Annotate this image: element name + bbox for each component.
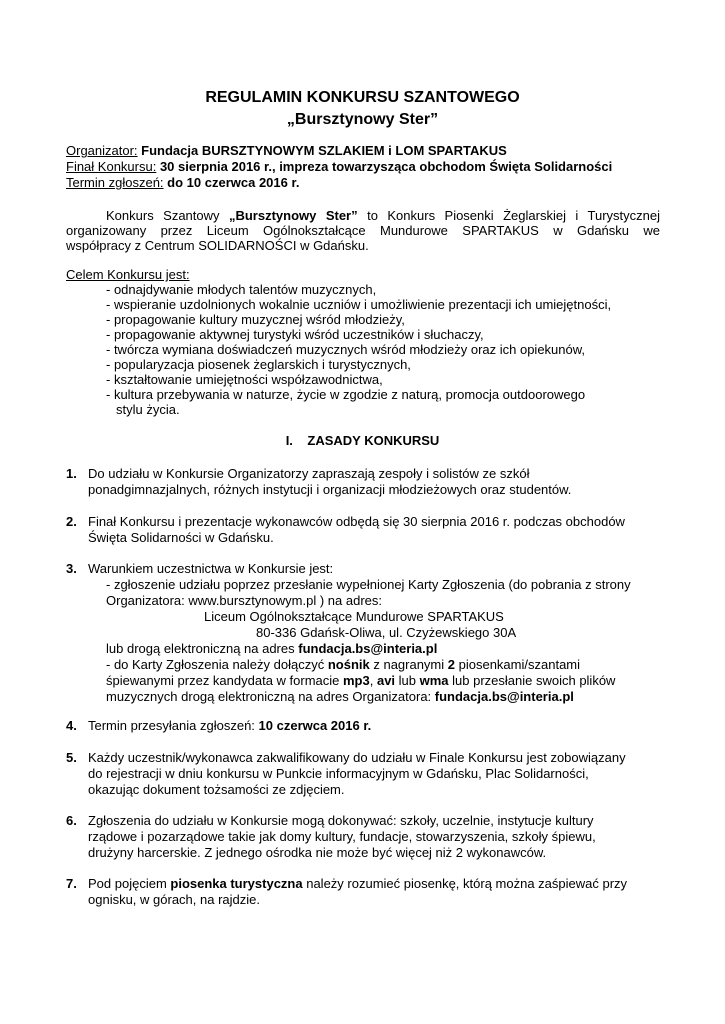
intro-text-c: to Konkurs Piosenki Żeglarskiej i Turystycznej [357,208,661,223]
rule-number: 6. [66,813,77,828]
rule-6-line-2: rządowe i pozarządowe takie jak domy kultury, fundacje, stowarzyszenia, szkoły śpiewu, [88,829,596,844]
goal-item: - propagowanie kultury muzycznej wśród młodzieży, [106,312,405,327]
goal-item: - odnajdywanie młodych talentów muzycznych, [106,282,377,297]
goal-item: - wspieranie uzdolnionych wokalnie uczniów i umożliwienie prezentacji ich umiejętności, [106,297,612,312]
email-link[interactable]: fundacja.bs@interia.pl [298,641,438,656]
goal-item: - kształtowanie umiejętności współzawodnictwa, [106,372,383,387]
goal-item: - twórcza wymiana doświadczeń muzycznych wśród młodzieży oraz ich opiekunów, [106,342,586,357]
rule-number: 4. [66,718,77,733]
rule-5-line-3: okazując dokument tożsamości ze zdjęciem. [88,782,345,797]
format-avi: avi [376,673,396,688]
goal-item: - kultura przebywania w naturze, życie w zgodzie z naturą, promocja outdoorowego [106,387,586,402]
rule-number: 7. [66,876,77,891]
rule-3-line-3: Organizatora: www.bursztynowym.pl ) na adres: [106,593,382,608]
rule-3-bold: nośnik [327,657,370,672]
rule-3-line-1: Warunkiem uczestnictwa w Konkursie jest: [88,561,334,576]
rule-number: 1. [66,466,77,481]
rule-3-line-7 [106,657,580,673]
final-line [66,159,612,175]
rule-1-line-2: ponadgimnazjalnych, różnych instytucji i organizacji młodzieżowych oraz studentów. [88,482,572,497]
email-link[interactable]: fundacja.bs@interia.pl [434,689,574,704]
intro-contest-name: „Bursztynowy Ster” [228,208,358,223]
rule-7-line-2: ognisku, w górach, na rajdzie. [88,892,260,907]
section-title: ZASADY KONKURSU [307,433,440,448]
organizer-line [66,143,507,159]
document-title: REGULAMIN KONKURSU SZANTOWEGO [205,89,520,106]
rule-7-line-1 [88,876,627,892]
final-label: Finał Konkursu: [66,159,157,174]
deadline-value: do 10 czerwca 2016 r. [167,175,300,190]
format-mp3: mp3 [343,673,370,688]
rule-1-line-1: Do udziału w Konkursie Organizatorzy zapraszają zespoły i solistów ze szkół [88,466,530,481]
rule-3-text: lub drogą elektroniczną na adres [106,641,299,656]
rule-7-term: piosenka turystyczna [170,876,303,891]
rule-number: 5. [66,750,77,765]
rule-7-text: Pod pojęciem [88,876,171,891]
section-heading [0,433,725,449]
rule-5-line-2: do rejestracji w dniu konkursu w Punkcie informacyjnym w Gdańsku, Plac Solidarności, [88,766,589,781]
rule-6-line-3: drużyny harcerskie. Z jednego ośrodka nie może być więcej niż 2 wykonawców. [88,845,547,860]
document-subtitle: „Bursztynowy Ster” [286,111,439,128]
rule-4-deadline: 10 czerwca 2016 r. [258,718,372,733]
rule-3-address-line-2: 80-336 Gdańsk-Oliwa, ul. Czyżewskiego 30A [256,625,517,640]
section-number: I. [285,433,293,448]
deadline-label: Termin zgłoszeń: [66,175,164,190]
intro-line-3: współpracy z Centrum SOLIDARNOŚCI w Gdańsku. [66,238,369,253]
organizer-value: Fundacja BURSZTYNOWYM SZLAKIEM i LOM SPARTAKUS [141,143,507,158]
rule-3-bold: 2 [447,657,456,672]
goals-heading: Celem Konkursu jest: [66,267,190,282]
deadline-line [66,175,299,191]
rule-7-text: należy rozumieć piosenkę, którą można zaśpiewać przy [302,876,628,891]
rule-3-text: piosenkami/szantami [455,657,581,672]
rule-3-line-6 [106,641,437,657]
intro-line-1 [106,208,660,224]
rule-4-line-1 [88,718,371,734]
organizer-label: Organizator: [66,143,138,158]
final-value: 30 sierpnia 2016 r., impreza towarzysząca obchodom Święta Solidarności [159,159,613,174]
rule-2-line-2: Święta Solidarności w Gdańsku. [88,530,274,545]
rule-4-text: Termin przesyłania zgłoszeń: [88,718,259,733]
rule-number: 3. [66,561,77,576]
intro-text-a: Konkurs Szantowy [106,208,229,223]
rule-3-line-9 [106,689,574,705]
rule-5-line-1: Każdy uczestnik/wykonawca zakwalifikowany do udziału w Finale Konkursu jest zobowiązany [88,750,626,765]
rule-3-text: śpiewanymi przez kandydata w formacie [106,673,343,688]
rule-3-text: - do Karty Zgłoszenia należy dołączyć [106,657,328,672]
goal-item: - popularyzacja piosenek żeglarskich i turystycznych, [106,357,411,372]
rule-3-line-8 [106,673,615,689]
goal-item-continuation: stylu życia. [116,402,180,417]
rule-6-line-1: Zgłoszenia do udziału w Konkursie mogą dokonywać: szkoły, uczelnie, instytucje kultury [88,813,594,828]
rule-2-line-1: Finał Konkursu i prezentacje wykonawców odbędą się 30 sierpnia 2016 r. podczas obchodów [88,514,625,529]
rule-3-text: , [369,673,377,688]
rule-3-text: lub przesłanie swoich plików [448,673,616,688]
rule-3-text: z nagranymi [369,657,448,672]
rule-3-text: lub [395,673,420,688]
rule-3-line-2: - zgłoszenie udziału poprzez przesłanie wypełnionej Karty Zgłoszenia (do pobrania z strony [106,577,631,592]
rule-3-address-line-1: Liceum Ogólnokształcące Mundurowe SPARTAKUS [204,609,504,624]
intro-line-2: organizowany przez Liceum Ogólnokształcące Mundurowe SPARTAKUS w Gdańsku we [66,223,660,238]
rule-3-text: muzycznych drogą elektroniczną na adres Organizatora: [106,689,435,704]
goal-item: - propagowanie aktywnej turystyki wśród uczestników i słuchaczy, [106,327,484,342]
rule-number: 2. [66,514,77,529]
format-wma: wma [419,673,449,688]
